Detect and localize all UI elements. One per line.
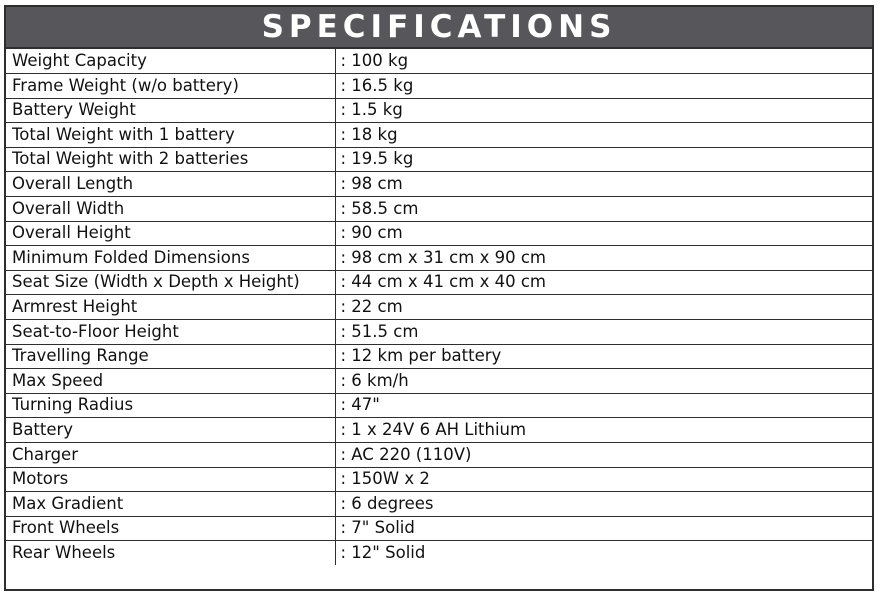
- spec-value: : 1 x 24V 6 AH Lithium: [335, 418, 872, 443]
- spec-row: [6, 74, 872, 99]
- spec-value: : 12" Solid: [335, 541, 872, 566]
- spec-value: : 7" Solid: [335, 516, 872, 541]
- spec-row: [6, 418, 872, 443]
- spec-label: Battery: [6, 418, 335, 443]
- spec-label: Armrest Height: [6, 295, 335, 320]
- spec-label: Max Gradient: [6, 492, 335, 517]
- spec-value: : 98 cm x 31 cm x 90 cm: [335, 246, 872, 271]
- spec-value: : 44 cm x 41 cm x 40 cm: [335, 270, 872, 295]
- spec-value: : 6 km/h: [335, 369, 872, 394]
- spec-value: : 12 km per battery: [335, 344, 872, 369]
- spec-value: : 18 kg: [335, 123, 872, 148]
- spec-label: Front Wheels: [6, 516, 335, 541]
- spec-value: : 98 cm: [335, 172, 872, 197]
- spec-row: [6, 320, 872, 345]
- spec-label: Total Weight with 2 batteries: [6, 147, 335, 172]
- spec-row: [6, 98, 872, 123]
- specifications-table-body: [6, 49, 872, 565]
- spec-row: [6, 147, 872, 172]
- spec-row: [6, 270, 872, 295]
- spec-value: : 51.5 cm: [335, 320, 872, 345]
- spec-label: Motors: [6, 467, 335, 492]
- spec-label: Battery Weight: [6, 98, 335, 123]
- spec-row: [6, 344, 872, 369]
- spec-row: [6, 467, 872, 492]
- spec-value: : AC 220 (110V): [335, 443, 872, 468]
- specifications-title: SPECIFICATIONS: [261, 8, 617, 45]
- spec-label: Seat-to-Floor Height: [6, 320, 335, 345]
- specifications-header: [6, 7, 872, 49]
- spec-label: Seat Size (Width x Depth x Height): [6, 270, 335, 295]
- spec-row: [6, 541, 872, 566]
- specifications-table: [6, 49, 872, 565]
- spec-row: [6, 516, 872, 541]
- spec-value: : 47": [335, 393, 872, 418]
- spec-row: [6, 123, 872, 148]
- spec-label: Weight Capacity: [6, 49, 335, 74]
- spec-label: Frame Weight (w/o battery): [6, 74, 335, 99]
- spec-value: : 22 cm: [335, 295, 872, 320]
- spec-label: Overall Length: [6, 172, 335, 197]
- spec-row: [6, 369, 872, 394]
- spec-value: : 58.5 cm: [335, 197, 872, 222]
- spec-label: Max Speed: [6, 369, 335, 394]
- spec-row: [6, 443, 872, 468]
- spec-row: [6, 197, 872, 222]
- spec-row: [6, 295, 872, 320]
- spec-label: Turning Radius: [6, 393, 335, 418]
- spec-value: : 150W x 2: [335, 467, 872, 492]
- spec-value: : 100 kg: [340, 50, 409, 70]
- spec-row: [6, 172, 872, 197]
- specifications-card: [4, 5, 874, 591]
- spec-value: : 90 cm: [335, 221, 872, 246]
- spec-label: Total Weight with 1 battery: [6, 123, 335, 148]
- spec-value: : 16.5 kg: [335, 74, 872, 99]
- spec-row: [6, 492, 872, 517]
- spec-row: [6, 49, 872, 74]
- spec-value: : 1.5 kg: [335, 98, 872, 123]
- spec-row: [6, 246, 872, 271]
- spec-value: : 19.5 kg: [335, 147, 872, 172]
- spec-label: Overall Height: [6, 221, 335, 246]
- spec-value: : 6 degrees: [335, 492, 872, 517]
- spec-label: Overall Width: [6, 197, 335, 222]
- spec-row: [6, 393, 872, 418]
- spec-label: Rear Wheels: [6, 541, 335, 566]
- spec-label: Charger: [6, 443, 335, 468]
- spec-label: Minimum Folded Dimensions: [6, 246, 335, 271]
- spec-label: Travelling Range: [6, 344, 335, 369]
- spec-row: [6, 221, 872, 246]
